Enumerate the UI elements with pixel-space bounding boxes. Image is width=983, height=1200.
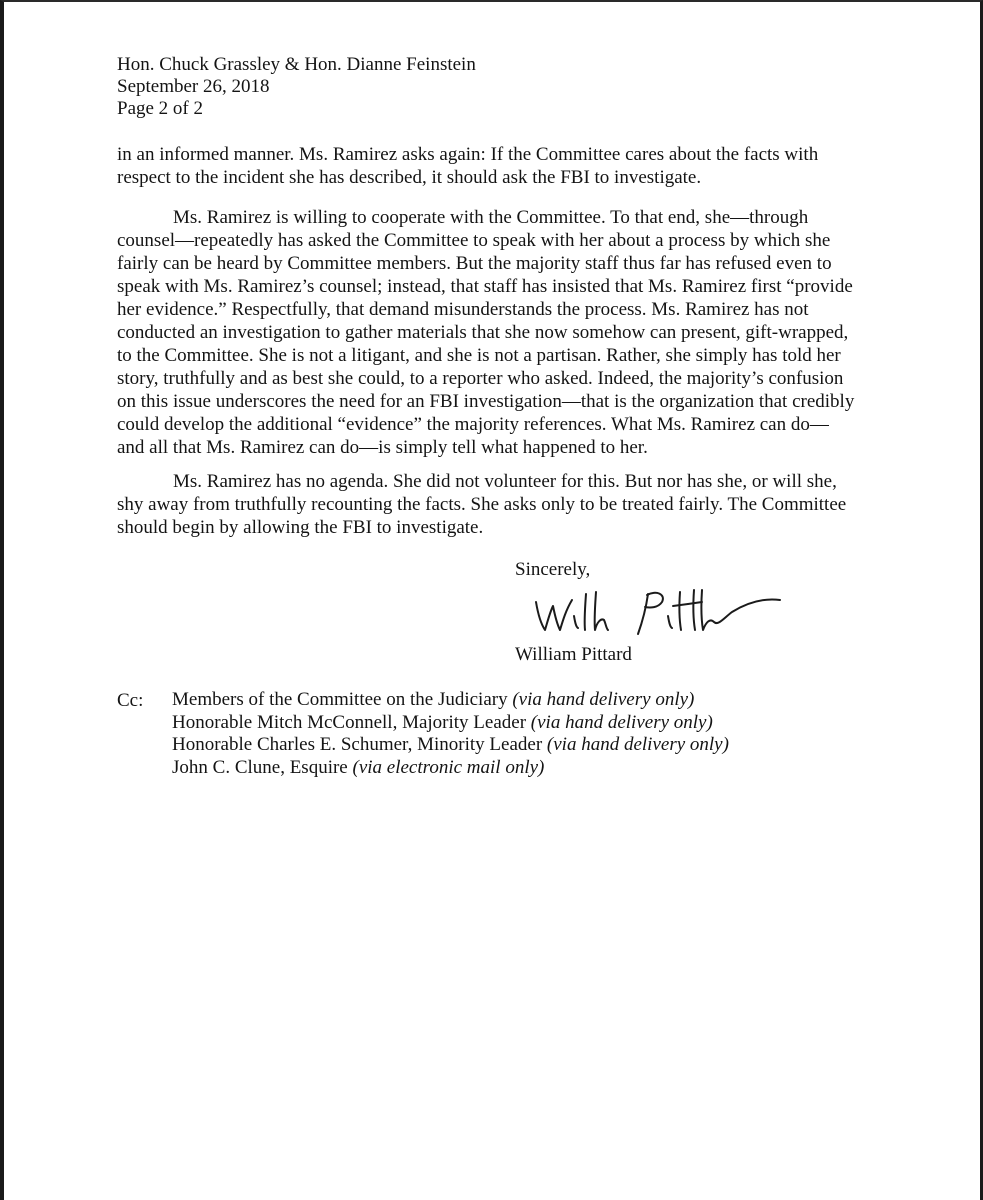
paragraph-line: Ms. Ramirez is willing to cooperate with the Committee. To that end, she—through	[173, 207, 809, 228]
paragraph-3	[117, 470, 846, 539]
cc-recipient-name: Members of the Committee on the Judiciary	[172, 689, 513, 710]
paragraph-line: Ms. Ramirez has no agenda. She did not volunteer for this. But nor has she, or will she,	[173, 471, 837, 492]
paragraph-line: shy away from truthfully recounting the facts. She asks only to be treated fairly. The Committee	[117, 494, 847, 515]
paragraph-line: could develop the additional “evidence” the majority references. What Ms. Ramirez can do—	[117, 414, 829, 435]
paragraph-line: should begin by allowing the FBI to investigate.	[117, 517, 484, 538]
signer-name: William Pittard	[515, 644, 632, 665]
paragraph-line: conducted an investigation to gather materials that she now somehow can present, gift-wrapped,	[117, 322, 849, 343]
closing-salutation: Sincerely,	[515, 559, 591, 580]
cc-recipient	[172, 689, 729, 712]
letter-header	[117, 54, 476, 120]
paragraph-line: her evidence.” Respectfully, that demand misunderstands the process. Ms. Ramirez has not	[117, 299, 809, 320]
cc-recipients	[172, 689, 729, 779]
paragraph-line: on this issue underscores the need for an FBI investigation—that is the organization that credibly	[117, 391, 855, 412]
paragraph-line: respect to the incident she has described, it should ask the FBI to investigate.	[117, 167, 702, 188]
paragraph-line: story, truthfully and as best she could, to a reporter who asked. Indeed, the majority’s confusion	[117, 368, 844, 389]
cc-recipient	[172, 734, 729, 757]
cc-recipient-note: (via hand delivery only)	[530, 711, 713, 733]
handwritten-signature	[528, 580, 788, 642]
cc-recipient-note: (via hand delivery only)	[512, 689, 695, 710]
paragraph-line: in an informed manner. Ms. Ramirez asks again: If the Committee cares about the facts with	[117, 144, 819, 165]
paragraph-line: speak with Ms. Ramirez’s counsel; instead, that staff has insisted that Ms. Ramirez first “provide	[117, 276, 853, 297]
paragraph-2	[117, 206, 854, 459]
cc-recipient-note: (via hand delivery only)	[546, 734, 729, 755]
header-addressees: Hon. Chuck Grassley & Hon. Dianne Feinstein	[117, 54, 476, 75]
cc-recipient-name: John C. Clune, Esquire	[172, 756, 353, 778]
header-page-number: Page 2 of 2	[117, 98, 204, 119]
cc-label: Cc:	[117, 690, 144, 711]
cc-recipient	[172, 712, 729, 735]
cc-recipient-name: Honorable Mitch McConnell, Majority Leader	[172, 711, 531, 733]
paragraph-1	[117, 143, 818, 189]
cc-recipient-name: Honorable Charles E. Schumer, Minority Leader	[172, 734, 547, 755]
paragraph-line: to the Committee. She is not a litigant, and she is not a partisan. Rather, she simply has told her	[117, 345, 841, 366]
paragraph-line: counsel—repeatedly has asked the Committee to speak with her about a process by which she	[117, 230, 831, 251]
cc-recipient	[172, 757, 729, 780]
paragraph-line: and all that Ms. Ramirez can do—is simply tell what happened to her.	[117, 437, 648, 458]
cc-recipient-note: (via electronic mail only)	[352, 756, 545, 778]
paragraph-line: fairly can be heard by Committee members. But the majority staff thus far has refused even to	[117, 253, 832, 274]
header-date: September 26, 2018	[117, 76, 270, 97]
